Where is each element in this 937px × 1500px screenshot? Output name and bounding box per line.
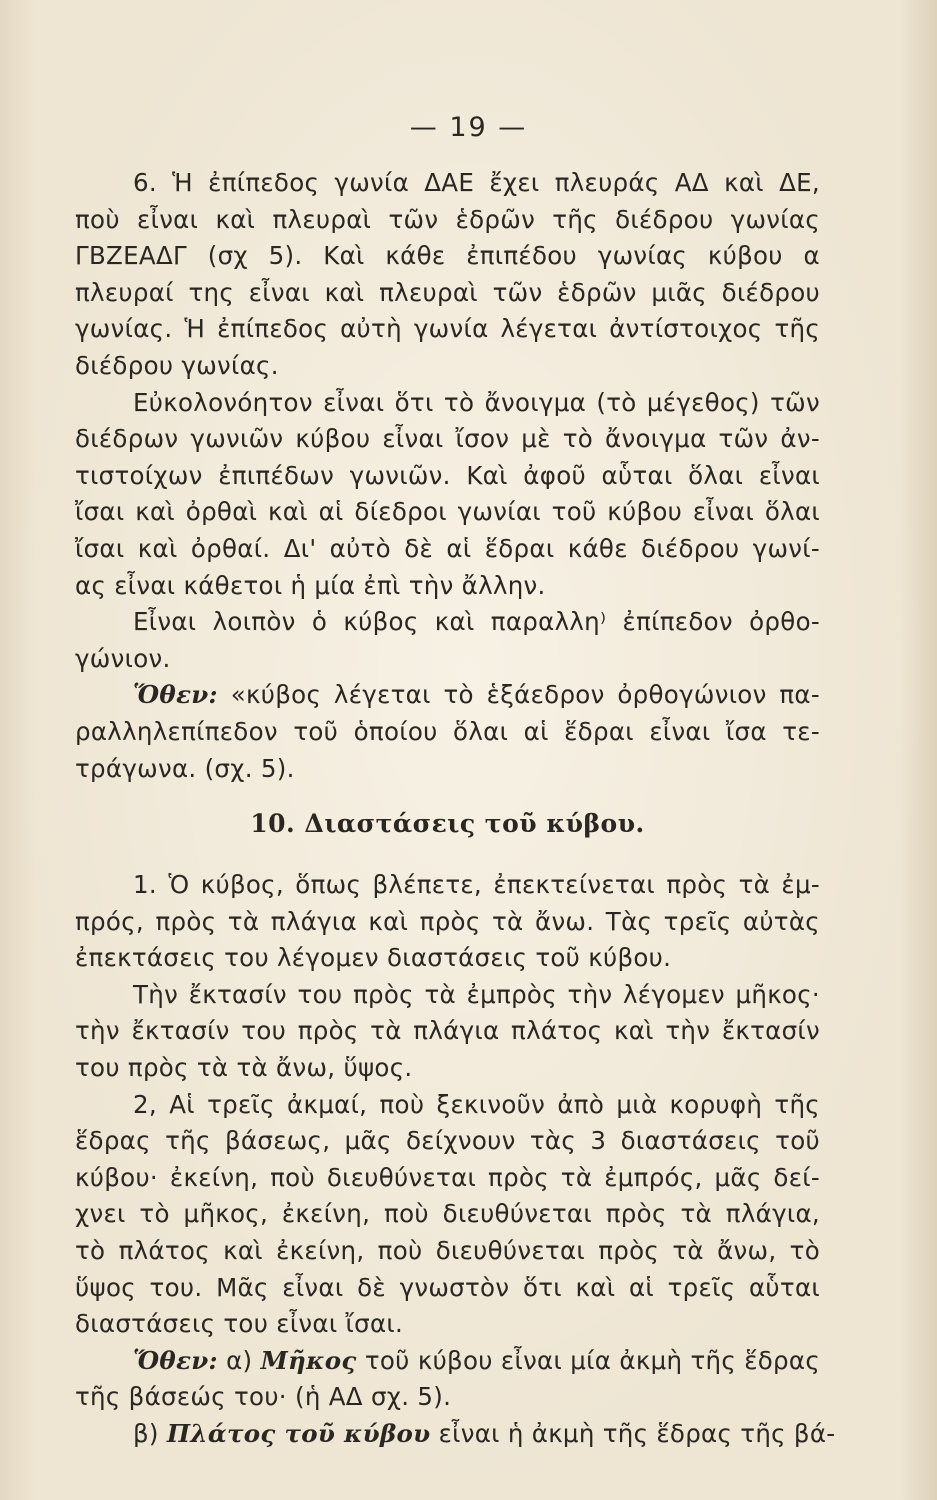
text-line: γωνίας. Ἡ ἐπίπεδος αὐτὴ γωνία λέγεται ἀντίστοιχος τῆς bbox=[75, 314, 820, 344]
text-line: Τὴν ἔκτασίν του πρὸς τὰ ἐμπρὸς τὴν λέγομεν μῆκος· bbox=[133, 979, 820, 1009]
text-line: Εὐκολονόητον εἶναι ὅτι τὸ ἄνοιγμα (τὸ μέγεθος) τῶν bbox=[133, 387, 820, 417]
text-line: διέδρων γωνιῶν κύβου εἶναι ἴσον μὲ τὸ ἄνοιγμα τῶν ἀν- bbox=[75, 424, 820, 454]
text-line: ποὺ εἶναι καὶ πλευραὶ τῶν ἑδρῶν τῆς διέδρου γωνίας bbox=[75, 204, 820, 234]
text-span: «κύβος λέγεται τὸ ἑξάεδρον ὀρθογώνιον πα- bbox=[230, 680, 821, 710]
text-line: κύβου· ἐκείνη, ποὺ διευθύνεται πρὸς τὰ ἐμπρός, μᾶς δεί- bbox=[75, 1162, 820, 1192]
section-heading: 10. Διαστάσεις τοῦ κύβου. bbox=[250, 809, 645, 839]
text-line bbox=[75, 1343, 820, 1380]
text-line: ἴσαι καὶ ὀρθαὶ καὶ αἱ δίεδροι γωνίαι τοῦ κύβου εἶναι ὅλαι bbox=[75, 497, 820, 527]
text-line: τιστοίχων ἐπιπέδων γωνιῶν. Καὶ ἀφοῦ αὗται ὅλαι εἶναι bbox=[75, 460, 820, 490]
italic-term-mikos: Μῆκος bbox=[260, 1345, 357, 1375]
text-line: διαστάσεις του εἶναι ἴσαι. bbox=[75, 1309, 404, 1339]
text-line: 2, Αἱ τρεῖς ἀκμαί, ποὺ ξεκινοῦν ἀπὸ μιὰ κορυφὴ τῆς bbox=[133, 1089, 820, 1119]
italic-label-othen: Ὅθεν: bbox=[133, 1345, 218, 1375]
text-line: γώνιον. bbox=[75, 643, 171, 673]
text-span: α) bbox=[226, 1345, 253, 1375]
text-line bbox=[75, 1416, 836, 1453]
text-line: πλευραί της εἶναι καὶ πλευραὶ τῶν ἑδρῶν μιᾶς διέδρου bbox=[75, 277, 820, 307]
text-line bbox=[75, 677, 820, 714]
text-line: ἴσαι καὶ ὀρθαί. Δι' αὐτὸ δὲ αἱ ἕδραι κάθε διέδρου γωνί- bbox=[75, 533, 820, 563]
text-line: 6. Ἡ ἐπίπεδος γωνία ΔΑΕ ἔχει πλευράς ΑΔ καὶ ΔΕ, bbox=[133, 168, 820, 197]
text-line: ἕδρας τῆς βάσεως, μᾶς δείχνουν τὰς 3 διαστάσεις τοῦ bbox=[75, 1126, 820, 1156]
text-line: ας εἶναι κάθετοι ἡ μία ἐπὶ τὴν ἄλλην. bbox=[75, 570, 546, 600]
text-line: πρός, πρὸς τὰ πλάγια καὶ πρὸς τὰ ἄνω. Τὰς τρεῖς αὐτὰς bbox=[75, 906, 820, 936]
text-line: τῆς βάσεώς του· (ἡ ΑΔ σχ. 5). bbox=[75, 1382, 452, 1412]
text-line: του πρὸς τὰ τὰ ἄνω, ὕψος. bbox=[75, 1053, 413, 1083]
italic-label-othen: Ὅθεν: bbox=[133, 680, 218, 710]
text-span: τοῦ κύβου εἶναι μία ἀκμὴ τῆς ἕδρας bbox=[364, 1345, 821, 1375]
text-line: διέδρου γωνίας. bbox=[75, 350, 279, 380]
text-span: β) bbox=[133, 1419, 159, 1448]
text-line: ἐπεκτάσεις του λέγομεν διαστάσεις τοῦ κύβου. bbox=[75, 943, 672, 973]
text-line: χνει τὸ μῆκος, ἐκείνη, ποὺ διευθύνεται πρὸς τὰ πλάγια, bbox=[75, 1199, 820, 1229]
text-line: Εἶναι λοιπὸν ὁ κύβος καὶ παραλλη⁾ ἐπίπεδον ὀρθο- bbox=[133, 607, 820, 637]
page-number: — 19 — bbox=[409, 112, 528, 143]
italic-term-platos: Πλάτος τοῦ κύβου bbox=[166, 1419, 431, 1448]
text-line: τὴν ἔκτασίν του πρὸς τὰ πλάγια πλάτος καὶ τὴν ἔκτασίν bbox=[75, 1016, 820, 1046]
text-line: ΓΒΖΕΑΔΓ (σχ 5). Καὶ κάθε ἐπιπέδου γωνίας κύβου α bbox=[75, 241, 820, 271]
text-line: τράγωνα. (σχ. 5). bbox=[75, 753, 295, 783]
text-span: εἶναι ἡ ἀκμὴ τῆς ἕδρας τῆς βά- bbox=[438, 1419, 836, 1448]
text-line: τὸ πλάτος καὶ ἐκείνη, ποὺ διευθύνεται πρὸς τὰ ἄνω, τὸ bbox=[75, 1236, 820, 1266]
text-line: 1. Ὁ κύβος, ὅπως βλέπετε, ἐπεκτείνεται πρὸς τὰ ἐμ- bbox=[133, 870, 820, 900]
text-line: ὕψος του. Μᾶς εἶναι δὲ γνωστὸν ὅτι καὶ αἱ τρεῖς αὗται bbox=[75, 1272, 820, 1302]
body-text bbox=[75, 165, 836, 1453]
text-line: ραλληλεπίπεδον τοῦ ὁποίου ὅλαι αἱ ἕδραι εἶναι ἴσα τε- bbox=[75, 716, 820, 746]
